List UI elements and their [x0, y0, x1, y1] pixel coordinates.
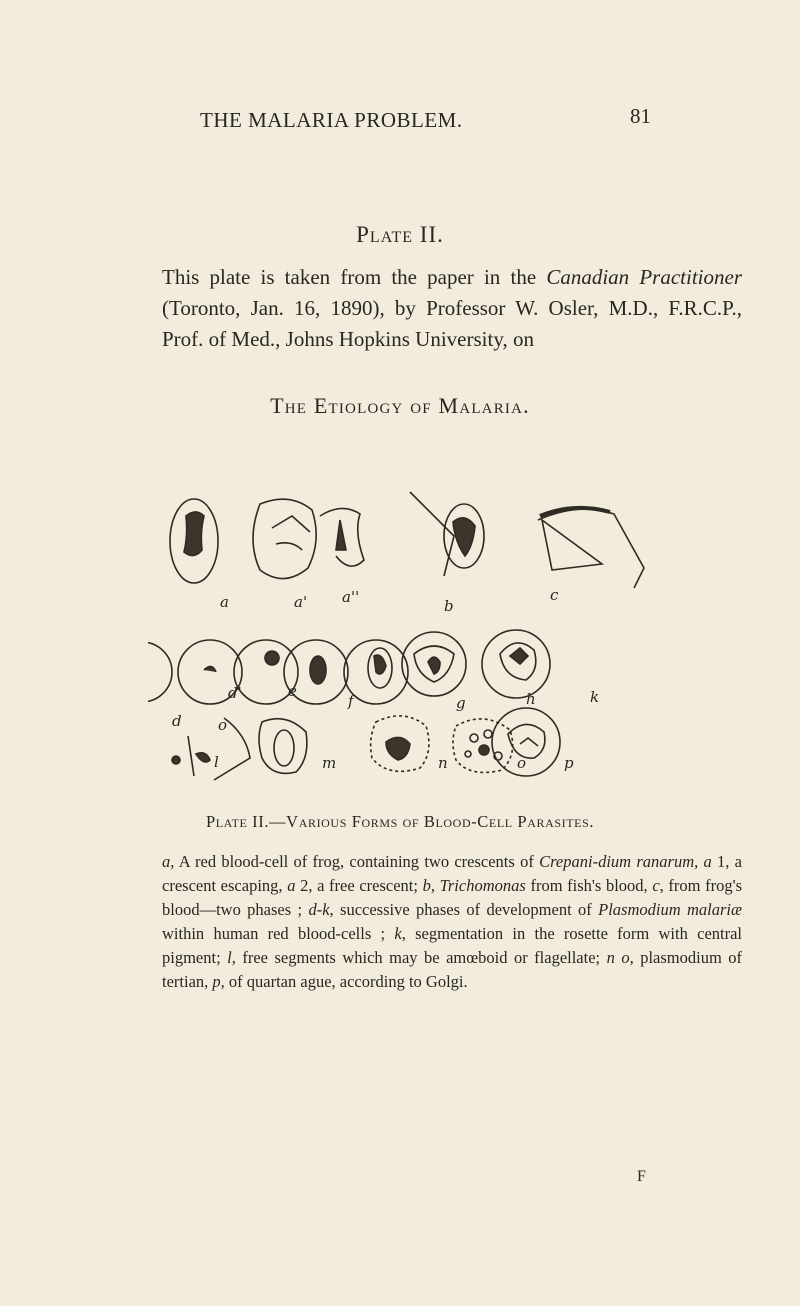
page-number: 81	[630, 104, 651, 128]
plate-heading: Plate II.	[356, 222, 444, 247]
frog-parasite-c	[538, 509, 644, 588]
trichomonas-b	[410, 492, 454, 576]
signature-mark: F	[637, 1168, 646, 1185]
label-o-left: o	[218, 716, 228, 734]
cell-d	[148, 642, 172, 702]
cell-a1	[253, 499, 316, 578]
label-m: m	[322, 754, 337, 772]
label-f: f	[348, 692, 354, 710]
label-a2: a''	[342, 588, 360, 606]
intro-text-2: (Toronto, Jan. 16, 1890), by Professor W. Osler, M.D., F.R.C.P., Prof. of Med., Johns Hopkins University, on	[162, 296, 742, 351]
legend-trichomonas: b, Trichomonas	[422, 876, 526, 895]
cell-k	[482, 630, 550, 698]
legend-crepanidium: Crepani-dium ranarum,	[539, 852, 699, 871]
label-h: h	[526, 690, 536, 708]
label-o: o	[517, 754, 527, 772]
label-d1: d'	[228, 684, 242, 702]
label-a1: a'	[294, 593, 308, 611]
segment-l	[172, 756, 180, 764]
running-head: THE MALARIA PROBLEM.	[200, 108, 463, 132]
label-b: b	[444, 597, 454, 615]
intro-text-1: This plate is taken from the paper in the	[162, 265, 547, 289]
label-c: c	[550, 586, 559, 604]
journal-title: Canadian Practitioner	[546, 265, 742, 289]
label-a: a	[220, 593, 229, 611]
label-p: p	[564, 754, 574, 772]
legend-letter-a: a	[162, 852, 171, 871]
label-n: n	[438, 754, 448, 772]
label-g: g	[456, 694, 466, 712]
intro-paragraph	[162, 262, 742, 355]
legend-plasmodium: Plasmodium malariæ	[598, 900, 742, 919]
label-d: d	[172, 712, 182, 730]
crescent-a	[184, 512, 204, 556]
section-heading: The Etiology of Malaria.	[270, 393, 530, 418]
plate-legend: a, A red blood-cell of frog, containing two crescents of Crepani-dium ranarum, a 1, a crescent escaping, a 2, a free crescent; b, Trichomonas from fish's blood, c, from frog's blood—two phases ; d-k, successive phases of development of Plasmodium malariæ within human red blood-cells ; k, segmentation in the rosette form with central pigment; l, free segments which may be amœboid or flagellate; n o, plasmodium of tertian, p, of quartan ague, according to Golgi.	[162, 852, 743, 991]
plate-figure	[148, 486, 753, 792]
caption-title: Plate II.—Various Forms of Blood-Cell Parasites.	[205, 812, 595, 831]
label-e: e	[288, 682, 297, 700]
label-l: l	[214, 753, 219, 771]
label-k: k	[590, 688, 600, 706]
